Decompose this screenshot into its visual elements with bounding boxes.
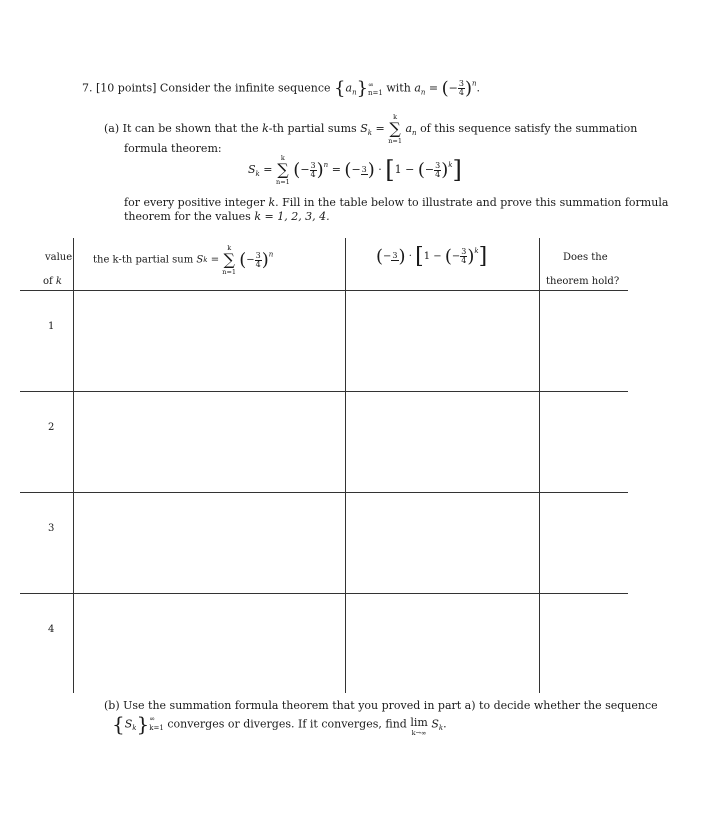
- part-b-line2: $\{S_k\}$ ∞ k=1 converges or diverges. If it converges, find lim k→∞ $S_k$.: [112, 712, 447, 737]
- paren-open: (: [441, 78, 449, 99]
- formula-sup-n: n: [323, 161, 329, 169]
- table-row-line-3: [20, 593, 628, 594]
- formula-den1: 4: [310, 169, 316, 179]
- an-a: a: [414, 81, 421, 95]
- formula-one: 1: [394, 163, 402, 176]
- with-word: with: [386, 81, 411, 95]
- problem-statement: [82, 78, 480, 99]
- an-period: .: [476, 81, 480, 95]
- pb-sup-inf: ∞: [149, 715, 156, 723]
- header-theorem-hold: theorem hold?: [546, 276, 620, 287]
- pb-sub-k1: k=1: [149, 724, 164, 732]
- seq-sub-n1: n=1: [368, 88, 383, 97]
- formula-den3: 4: [435, 169, 441, 179]
- part-a-text2: -th partial sums: [268, 122, 357, 135]
- part-b-line1: [104, 699, 658, 712]
- header-den: 4: [255, 259, 261, 269]
- part-b-text2: converges or diverges. If it converges, find: [167, 717, 407, 731]
- sigma-top-3: k: [227, 244, 232, 252]
- an-eq: =: [428, 81, 439, 95]
- header-value: value: [45, 252, 73, 263]
- formula-minus1: −: [300, 163, 310, 176]
- right-brace: }: [356, 78, 369, 99]
- part-a-line3: [124, 196, 668, 209]
- sigma-bot-2: n=1: [276, 178, 290, 186]
- problem-number: 7.: [82, 81, 93, 95]
- problem-points: [10 points]: [96, 81, 157, 95]
- header-minus: −: [246, 254, 255, 266]
- an-num: 3: [458, 79, 464, 88]
- part-a-text5: for every positive integer: [124, 196, 265, 209]
- an-sup-n: n: [471, 79, 477, 88]
- sigma-sym-2: ∑: [277, 160, 289, 179]
- part-a-line4: [124, 210, 330, 223]
- formula-eq1: =: [263, 163, 273, 176]
- seq-sub-n: n: [352, 88, 357, 97]
- formula-sup-k: k: [448, 161, 453, 169]
- formula-minus3: −: [405, 163, 415, 176]
- an-sub: n: [420, 88, 426, 97]
- pb-end: .: [443, 717, 447, 731]
- sigma-top-2: k: [280, 154, 285, 162]
- formula-S: S: [248, 163, 256, 176]
- part-a-text6: . Fill in the table below to illustrate and prove this summation formula: [275, 196, 669, 209]
- seq-a: a: [345, 81, 353, 95]
- table-header-line: [20, 290, 628, 291]
- header-does-the: Does the: [563, 252, 608, 263]
- formula-S-sub: k: [255, 170, 260, 178]
- table-vline-3: [539, 238, 540, 693]
- header-eq: =: [210, 254, 220, 266]
- part-a-line2: formula theorem:: [124, 142, 222, 155]
- hf-sup-k: k: [474, 247, 479, 255]
- sigma-bot-3: n=1: [222, 268, 237, 276]
- sum-a-sub: n: [412, 129, 417, 137]
- part-a-k2: k: [268, 196, 276, 209]
- problem-intro: Consider the infinite sequence: [159, 81, 331, 95]
- part-a-S: S: [360, 122, 368, 135]
- part-a-label: (a): [104, 122, 120, 135]
- pb-S-sub: k: [132, 724, 137, 732]
- row-label-4: 4: [48, 624, 55, 635]
- hf-dot: ·: [408, 251, 412, 262]
- formula-eq2: =: [331, 163, 341, 176]
- table-row-line-1: [20, 391, 628, 392]
- row-label-1: 1: [48, 321, 55, 332]
- table-vline-2: [345, 238, 346, 693]
- pb-S2: S: [431, 717, 439, 731]
- formula-num2: 3: [361, 164, 367, 174]
- hf-minus3: −: [451, 251, 461, 262]
- header-S: S: [196, 254, 204, 266]
- part-a-S-sub: k: [367, 129, 372, 137]
- part-b-text1: Use the summation formula theorem that you proved in part a) to decide whether the sequence: [123, 699, 658, 712]
- header-formula: (− 3 ) · [1 − (− $\frac{3}{4}$ )$^k$]: [376, 244, 488, 269]
- formula-minus4: −: [424, 163, 435, 176]
- part-a-text1: It can be shown that the: [122, 122, 259, 135]
- sigma-sym-3: ∑: [223, 250, 235, 269]
- an-den: 4: [458, 88, 464, 97]
- header-partial-sum: the k-th partial sum Sk = k ∑ n=1 (− $\frac{3}{4}$ )$^n$: [93, 244, 274, 276]
- row-label-2: 2: [48, 422, 55, 433]
- left-brace: {: [334, 78, 346, 99]
- header-of: of: [43, 276, 53, 287]
- pb-lim: lim: [410, 716, 428, 729]
- part-a-text3: of this sequence satisfy the summation: [420, 122, 638, 135]
- pb-lim-sub: k→∞: [411, 729, 427, 737]
- part-b-label: (b): [104, 699, 120, 712]
- header-num: 3: [255, 250, 261, 260]
- sigma-sym-1: ∑: [389, 119, 401, 138]
- seq-sup-inf: ∞: [368, 80, 374, 89]
- hf-den2: 4: [461, 256, 467, 265]
- table-vline-1: [73, 238, 74, 693]
- header-S-sub: k: [203, 256, 208, 264]
- sum-a: a: [405, 122, 413, 135]
- formula-num1: 3: [310, 160, 316, 170]
- header-partial-text: the k-th partial sum: [93, 254, 194, 266]
- hf-minus2: −: [433, 251, 442, 262]
- table-row-line-2: [20, 492, 628, 493]
- part-a-k: k: [262, 122, 269, 135]
- hf-minus1: −: [383, 251, 392, 262]
- sigma-top-1: k: [393, 113, 398, 121]
- header-sup-n: n: [268, 250, 274, 259]
- formula-num3: 3: [435, 160, 441, 170]
- part-a-line1: [104, 113, 637, 145]
- formula-display: $S_k$ = k ∑ n=1 (− $\frac{3}{4}$ )$^n$ = (− 3 ) · [1 − (− $\frac{3}{4}$ )$^k$]: [248, 154, 462, 186]
- hf-one: 1: [423, 251, 431, 262]
- row-label-3: 3: [48, 523, 55, 534]
- header-k: k: [55, 276, 62, 287]
- header-of-k: [43, 276, 62, 287]
- paren-close: ): [464, 78, 472, 99]
- hf-num2: 3: [461, 247, 467, 256]
- formula-dot: ·: [378, 163, 382, 176]
- formula-minus2: −: [351, 163, 361, 176]
- an-minus: −: [448, 81, 458, 95]
- part-a-text7: theorem for the values: [124, 210, 251, 223]
- hf-num1: 3: [392, 251, 398, 260]
- part-a-values: k = 1, 2, 3, 4.: [254, 210, 330, 223]
- pb-S2-sub: k: [438, 724, 444, 732]
- part-a-eq: =: [375, 122, 385, 135]
- sigma-bot-1: n=1: [388, 137, 402, 145]
- pb-S: S: [124, 717, 133, 731]
